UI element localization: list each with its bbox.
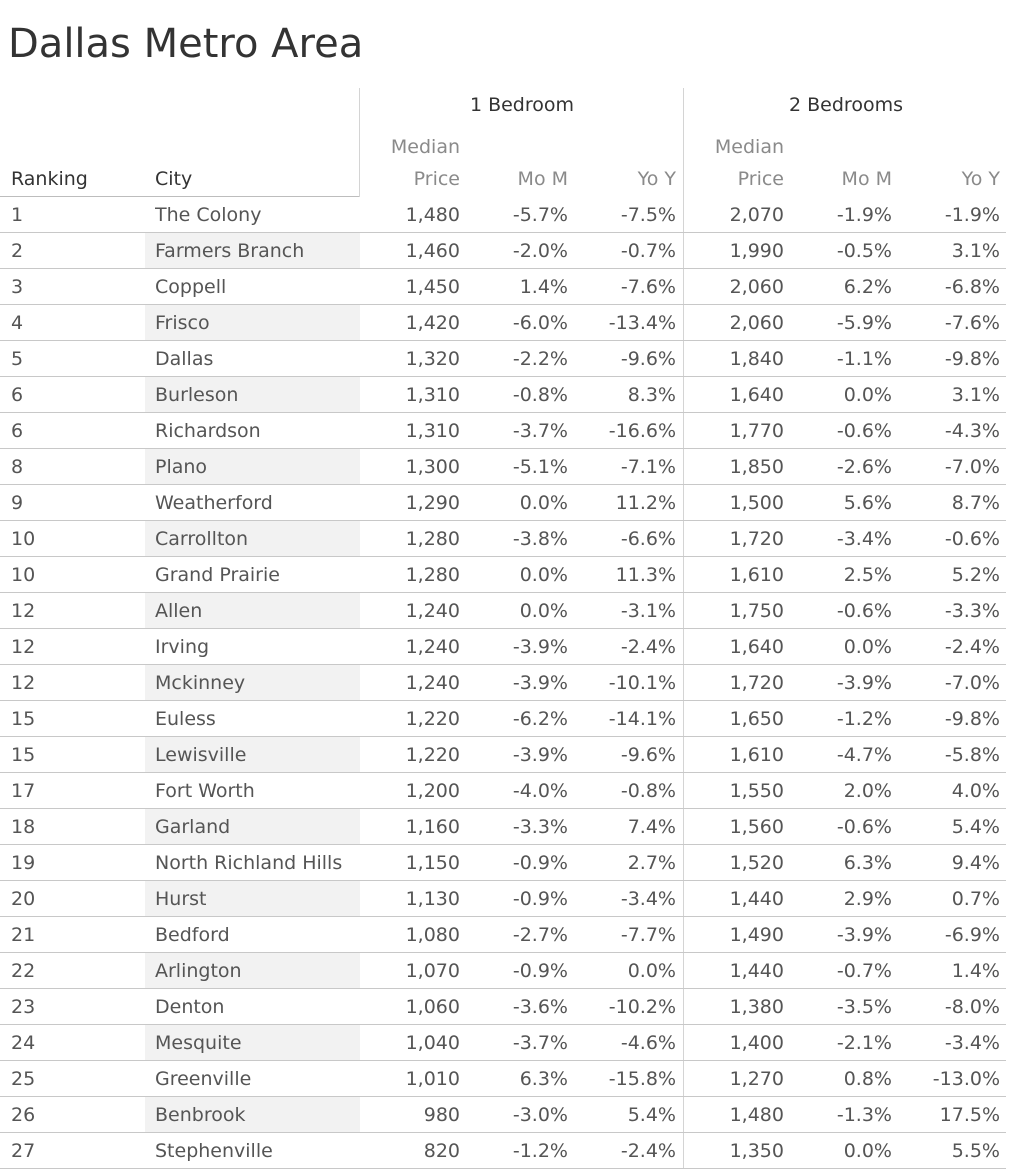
rank-cell: 3	[11, 276, 24, 298]
b1-yoy-cell: -7.7%	[620, 924, 676, 946]
table-row	[0, 629, 1012, 665]
b2-mom-cell: -5.9%	[836, 312, 892, 334]
b2-median-price-cell: 1,490	[729, 924, 784, 946]
table-row	[0, 989, 1012, 1025]
b1-yoy-cell: -2.4%	[620, 1140, 676, 1162]
b2-median-price-cell: 1,640	[729, 636, 784, 658]
table-row	[0, 1133, 1012, 1169]
b1-yoy-cell: -7.6%	[620, 276, 676, 298]
city-cell: Farmers Branch	[155, 240, 305, 262]
b2-mom-cell: 0.8%	[843, 1068, 892, 1090]
b1-median-price-cell: 1,300	[405, 456, 460, 478]
b2-yoy-cell: -2.4%	[944, 636, 1000, 658]
b1-median-price-cell: 1,080	[405, 924, 460, 946]
table-row	[0, 341, 1012, 377]
b1-mom-cell: -5.7%	[512, 204, 568, 226]
table-row	[0, 593, 1012, 629]
b1-yoy-cell: -6.6%	[620, 528, 676, 550]
b1-mom-cell: 0.0%	[519, 492, 568, 514]
b1-yoy-cell: -3.4%	[620, 888, 676, 910]
column-header-b1-median-top: Median	[390, 136, 460, 158]
b1-mom-cell: -3.8%	[512, 528, 568, 550]
rank-cell: 22	[11, 960, 36, 982]
rank-cell: 1	[11, 204, 24, 226]
table-row	[0, 737, 1012, 773]
b1-median-price-cell: 1,070	[405, 960, 460, 982]
table-row	[0, 413, 1012, 449]
b1-median-price-cell: 1,040	[405, 1032, 460, 1054]
b1-mom-cell: -3.7%	[512, 420, 568, 442]
city-cell: The Colony	[155, 204, 262, 226]
city-cell: Coppell	[155, 276, 227, 298]
b2-median-price-cell: 1,840	[729, 348, 784, 370]
rank-cell: 18	[11, 816, 36, 838]
b1-median-price-cell: 1,060	[405, 996, 460, 1018]
b1-median-price-cell: 1,320	[405, 348, 460, 370]
b2-yoy-cell: -7.6%	[944, 312, 1000, 334]
b1-median-price-cell: 1,220	[405, 744, 460, 766]
b1-median-price-cell: 1,420	[405, 312, 460, 334]
city-cell: Carrollton	[155, 528, 249, 550]
b1-yoy-cell: 8.3%	[627, 384, 676, 406]
city-cell: Irving	[155, 636, 210, 658]
b2-median-price-cell: 1,610	[729, 564, 784, 586]
b2-median-price-cell: 1,440	[729, 888, 784, 910]
city-cell: Euless	[155, 708, 216, 730]
b1-median-price-cell: 1,010	[405, 1068, 460, 1090]
city-cell: Lewisville	[155, 744, 247, 766]
b1-median-price-cell: 1,280	[405, 528, 460, 550]
b2-median-price-cell: 2,060	[729, 312, 784, 334]
b2-yoy-cell: 0.7%	[951, 888, 1000, 910]
b1-mom-cell: -3.6%	[512, 996, 568, 1018]
b1-mom-cell: -2.0%	[512, 240, 568, 262]
city-cell: Mesquite	[155, 1032, 242, 1054]
rank-cell: 10	[11, 564, 36, 586]
b2-yoy-cell: -6.8%	[944, 276, 1000, 298]
b1-median-price-cell: 980	[423, 1104, 460, 1126]
city-cell: Greenville	[155, 1068, 252, 1090]
table-row	[0, 305, 1012, 341]
b2-median-price-cell: 1,400	[729, 1032, 784, 1054]
b1-median-price-cell: 1,160	[405, 816, 460, 838]
b2-median-price-cell: 1,640	[729, 384, 784, 406]
b1-median-price-cell: 1,130	[405, 888, 460, 910]
table-row	[0, 773, 1012, 809]
b1-mom-cell: 0.0%	[519, 564, 568, 586]
rank-cell: 20	[11, 888, 36, 910]
rank-cell: 25	[11, 1068, 36, 1090]
city-cell: Garland	[155, 816, 231, 838]
b2-yoy-cell: -13.0%	[932, 1068, 1000, 1090]
rank-cell: 21	[11, 924, 36, 946]
b2-mom-cell: -4.7%	[836, 744, 892, 766]
rank-cell: 19	[11, 852, 36, 874]
rank-cell: 10	[11, 528, 36, 550]
b2-mom-cell: -1.9%	[836, 204, 892, 226]
b1-median-price-cell: 820	[423, 1140, 460, 1162]
b2-median-price-cell: 1,720	[729, 528, 784, 550]
b2-yoy-cell: 5.4%	[951, 816, 1000, 838]
b1-median-price-cell: 1,310	[405, 384, 460, 406]
b2-mom-cell: -3.9%	[836, 672, 892, 694]
b1-mom-cell: 6.3%	[519, 1068, 568, 1090]
b1-yoy-cell: -10.1%	[608, 672, 676, 694]
b1-median-price-cell: 1,240	[405, 672, 460, 694]
b2-yoy-cell: -3.3%	[944, 600, 1000, 622]
b1-yoy-cell: 0.0%	[627, 960, 676, 982]
b2-yoy-cell: -4.3%	[944, 420, 1000, 442]
b2-yoy-cell: -5.8%	[944, 744, 1000, 766]
b2-yoy-cell: -6.9%	[944, 924, 1000, 946]
b1-yoy-cell: -7.5%	[620, 204, 676, 226]
b2-mom-cell: 2.9%	[843, 888, 892, 910]
b1-mom-cell: -0.9%	[512, 960, 568, 982]
b1-mom-cell: -1.2%	[512, 1140, 568, 1162]
b2-median-price-cell: 1,750	[729, 600, 784, 622]
table-row	[0, 1061, 1012, 1097]
rank-cell: 9	[11, 492, 24, 514]
b1-median-price-cell: 1,280	[405, 564, 460, 586]
group-header-2-bedrooms: 2 Bedrooms	[789, 94, 903, 116]
b2-median-price-cell: 1,720	[729, 672, 784, 694]
b2-yoy-cell: -7.0%	[944, 672, 1000, 694]
column-header-b2-median-bottom: Price	[737, 168, 784, 190]
b2-yoy-cell: 3.1%	[951, 240, 1000, 262]
b2-yoy-cell: -9.8%	[944, 708, 1000, 730]
city-cell: Burleson	[155, 384, 239, 406]
column-header-ranking: Ranking	[11, 168, 88, 190]
b2-mom-cell: -3.9%	[836, 924, 892, 946]
table-row	[0, 1025, 1012, 1061]
column-header-b1-yoy: Yo Y	[637, 168, 676, 190]
b1-mom-cell: -0.8%	[512, 384, 568, 406]
b1-mom-cell: -6.0%	[512, 312, 568, 334]
b1-mom-cell: -3.9%	[512, 672, 568, 694]
city-cell: Hurst	[155, 888, 207, 910]
table-row	[0, 917, 1012, 953]
b1-mom-cell: -3.0%	[512, 1104, 568, 1126]
b1-mom-cell: -2.2%	[512, 348, 568, 370]
b2-median-price-cell: 1,500	[729, 492, 784, 514]
table-row	[0, 485, 1012, 521]
rank-cell: 6	[11, 384, 24, 406]
row-divider	[0, 1168, 1006, 1169]
rank-cell: 15	[11, 744, 36, 766]
b2-mom-cell: -3.5%	[836, 996, 892, 1018]
b2-median-price-cell: 2,070	[729, 204, 784, 226]
b2-yoy-cell: 9.4%	[951, 852, 1000, 874]
table-row	[0, 377, 1012, 413]
b1-median-price-cell: 1,480	[405, 204, 460, 226]
b2-median-price-cell: 1,560	[729, 816, 784, 838]
b1-mom-cell: -4.0%	[512, 780, 568, 802]
b1-median-price-cell: 1,150	[405, 852, 460, 874]
table-row	[0, 953, 1012, 989]
rank-cell: 12	[11, 600, 36, 622]
b1-mom-cell: -0.9%	[512, 852, 568, 874]
b2-median-price-cell: 1,770	[729, 420, 784, 442]
rank-cell: 12	[11, 636, 36, 658]
b1-yoy-cell: -2.4%	[620, 636, 676, 658]
rank-cell: 5	[11, 348, 24, 370]
b2-yoy-cell: 5.5%	[951, 1140, 1000, 1162]
b1-yoy-cell: -9.6%	[620, 744, 676, 766]
b1-mom-cell: -3.9%	[512, 744, 568, 766]
b2-yoy-cell: 8.7%	[951, 492, 1000, 514]
city-cell: North Richland Hills	[155, 852, 343, 874]
b1-yoy-cell: 11.3%	[615, 564, 676, 586]
b1-mom-cell: 1.4%	[519, 276, 568, 298]
b2-yoy-cell: -9.8%	[944, 348, 1000, 370]
rank-cell: 4	[11, 312, 24, 334]
table-row	[0, 557, 1012, 593]
b2-median-price-cell: 1,990	[729, 240, 784, 262]
b2-yoy-cell: -3.4%	[944, 1032, 1000, 1054]
city-cell: Dallas	[155, 348, 214, 370]
b1-mom-cell: -5.1%	[512, 456, 568, 478]
column-header-b1-mom: Mo M	[517, 168, 568, 190]
b2-yoy-cell: 5.2%	[951, 564, 1000, 586]
city-cell: Richardson	[155, 420, 261, 442]
b1-yoy-cell: -13.4%	[608, 312, 676, 334]
b1-mom-cell: -6.2%	[512, 708, 568, 730]
b2-median-price-cell: 1,480	[729, 1104, 784, 1126]
b2-yoy-cell: 3.1%	[951, 384, 1000, 406]
city-cell: Arlington	[155, 960, 242, 982]
city-cell: Mckinney	[155, 672, 246, 694]
table-row	[0, 233, 1012, 269]
b2-mom-cell: 5.6%	[843, 492, 892, 514]
b2-mom-cell: -0.6%	[836, 816, 892, 838]
b2-yoy-cell: 17.5%	[939, 1104, 1000, 1126]
b2-median-price-cell: 2,060	[729, 276, 784, 298]
group-header-1-bedroom: 1 Bedroom	[469, 94, 575, 116]
b2-median-price-cell: 1,550	[729, 780, 784, 802]
b2-yoy-cell: 4.0%	[951, 780, 1000, 802]
b2-mom-cell: -1.3%	[836, 1104, 892, 1126]
b1-yoy-cell: -4.6%	[620, 1032, 676, 1054]
b1-median-price-cell: 1,200	[405, 780, 460, 802]
b2-mom-cell: -0.7%	[836, 960, 892, 982]
table-row	[0, 701, 1012, 737]
b1-median-price-cell: 1,450	[405, 276, 460, 298]
rank-cell: 15	[11, 708, 36, 730]
b2-mom-cell: 6.2%	[843, 276, 892, 298]
b2-median-price-cell: 1,650	[729, 708, 784, 730]
b2-yoy-cell: -8.0%	[944, 996, 1000, 1018]
b1-yoy-cell: 2.7%	[627, 852, 676, 874]
city-cell: Fort Worth	[155, 780, 255, 802]
b2-mom-cell: -0.5%	[836, 240, 892, 262]
b2-yoy-cell: -0.6%	[944, 528, 1000, 550]
b1-median-price-cell: 1,220	[405, 708, 460, 730]
column-header-b1-median-bottom: Price	[413, 168, 460, 190]
column-header-b2-median-top: Median	[714, 136, 784, 158]
city-cell: Grand Prairie	[155, 564, 280, 586]
city-cell: Benbrook	[155, 1104, 246, 1126]
rank-cell: 17	[11, 780, 36, 802]
b2-mom-cell: -3.4%	[836, 528, 892, 550]
b1-yoy-cell: -14.1%	[608, 708, 676, 730]
b2-median-price-cell: 1,440	[729, 960, 784, 982]
city-cell: Allen	[155, 600, 203, 622]
table-row	[0, 1097, 1012, 1133]
b1-mom-cell: -3.3%	[512, 816, 568, 838]
city-cell: Denton	[155, 996, 225, 1018]
rank-cell: 23	[11, 996, 36, 1018]
table-row	[0, 665, 1012, 701]
column-header-b2-mom: Mo M	[841, 168, 892, 190]
b1-yoy-cell: -10.2%	[608, 996, 676, 1018]
b2-mom-cell: 0.0%	[843, 1140, 892, 1162]
b1-yoy-cell: -15.8%	[608, 1068, 676, 1090]
b2-mom-cell: -2.6%	[836, 456, 892, 478]
b2-mom-cell: 2.5%	[843, 564, 892, 586]
table-row	[0, 449, 1012, 485]
b1-median-price-cell: 1,310	[405, 420, 460, 442]
b1-mom-cell: -2.7%	[512, 924, 568, 946]
rank-cell: 27	[11, 1140, 36, 1162]
city-cell: Bedford	[155, 924, 230, 946]
table-row	[0, 521, 1012, 557]
b2-mom-cell: -1.1%	[836, 348, 892, 370]
b1-yoy-cell: -0.7%	[620, 240, 676, 262]
b1-median-price-cell: 1,240	[405, 636, 460, 658]
table-row	[0, 269, 1012, 305]
b1-yoy-cell: -16.6%	[608, 420, 676, 442]
table-row	[0, 881, 1012, 917]
b2-mom-cell: -0.6%	[836, 420, 892, 442]
table-row	[0, 845, 1012, 881]
b2-yoy-cell: -1.9%	[944, 204, 1000, 226]
page-title: Dallas Metro Area	[8, 21, 364, 67]
b1-median-price-cell: 1,240	[405, 600, 460, 622]
rank-cell: 2	[11, 240, 24, 262]
b2-median-price-cell: 1,610	[729, 744, 784, 766]
b2-median-price-cell: 1,350	[729, 1140, 784, 1162]
b2-mom-cell: 0.0%	[843, 384, 892, 406]
city-cell: Weatherford	[155, 492, 273, 514]
column-header-b2-yoy: Yo Y	[961, 168, 1000, 190]
b2-mom-cell: 2.0%	[843, 780, 892, 802]
table-row	[0, 197, 1012, 233]
b2-mom-cell: 6.3%	[843, 852, 892, 874]
rank-cell: 8	[11, 456, 24, 478]
b1-median-price-cell: 1,290	[405, 492, 460, 514]
b1-yoy-cell: -9.6%	[620, 348, 676, 370]
b1-yoy-cell: -3.1%	[620, 600, 676, 622]
b2-yoy-cell: 1.4%	[951, 960, 1000, 982]
b2-median-price-cell: 1,520	[729, 852, 784, 874]
city-cell: Frisco	[155, 312, 210, 334]
b2-median-price-cell: 1,380	[729, 996, 784, 1018]
b1-mom-cell: -3.7%	[512, 1032, 568, 1054]
column-header-city: City	[155, 168, 193, 190]
city-cell: Stephenville	[155, 1140, 273, 1162]
b2-mom-cell: -0.6%	[836, 600, 892, 622]
city-cell: Plano	[155, 456, 208, 478]
b2-mom-cell: -1.2%	[836, 708, 892, 730]
b2-yoy-cell: -7.0%	[944, 456, 1000, 478]
rank-cell: 24	[11, 1032, 36, 1054]
rank-cell: 26	[11, 1104, 36, 1126]
rank-cell: 12	[11, 672, 36, 694]
b2-median-price-cell: 1,270	[729, 1068, 784, 1090]
b1-yoy-cell: 11.2%	[615, 492, 676, 514]
b1-mom-cell: -0.9%	[512, 888, 568, 910]
b1-yoy-cell: -7.1%	[620, 456, 676, 478]
b1-yoy-cell: 5.4%	[627, 1104, 676, 1126]
b1-median-price-cell: 1,460	[405, 240, 460, 262]
b1-yoy-cell: 7.4%	[627, 816, 676, 838]
b2-mom-cell: 0.0%	[843, 636, 892, 658]
b2-median-price-cell: 1,850	[729, 456, 784, 478]
table-row	[0, 809, 1012, 845]
b2-mom-cell: -2.1%	[836, 1032, 892, 1054]
rank-cell: 6	[11, 420, 24, 442]
b1-yoy-cell: -0.8%	[620, 780, 676, 802]
b1-mom-cell: -3.9%	[512, 636, 568, 658]
b1-mom-cell: 0.0%	[519, 600, 568, 622]
